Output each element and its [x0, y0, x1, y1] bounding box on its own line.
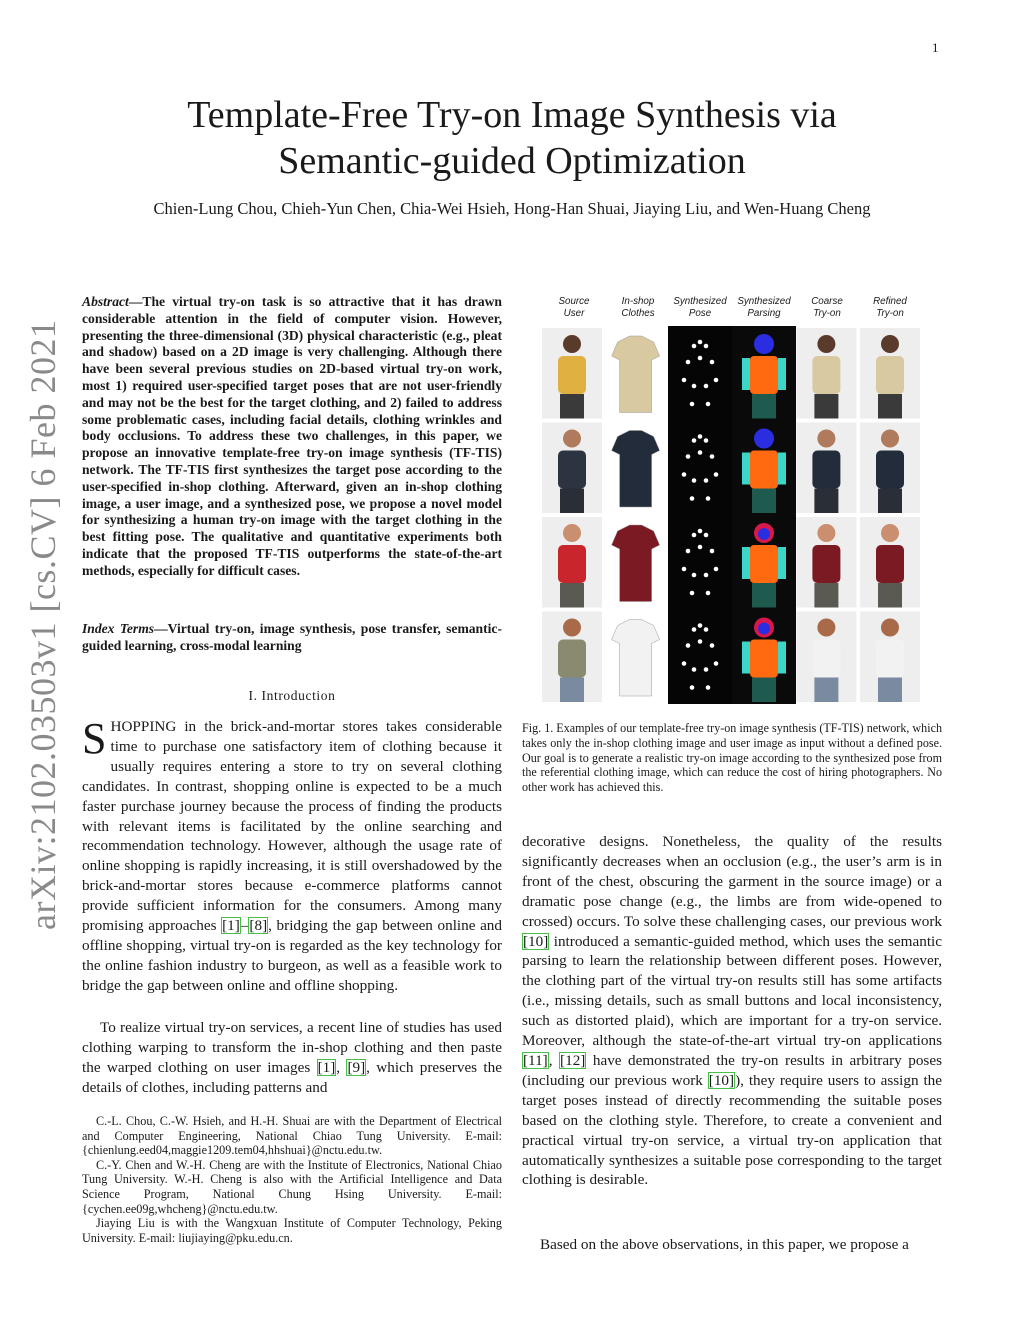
parsing-arm	[778, 358, 786, 390]
intro-text: , which preserves the details of clothes, including patterns and	[82, 1058, 502, 1096]
person-shirt	[558, 640, 586, 678]
citation-separator: ,	[548, 1051, 560, 1069]
pose-keypoint	[690, 591, 695, 596]
person-shirt	[558, 451, 586, 489]
author-list: Chien-Lung Chou, Chieh-Yun Chen, Chia-Wei Hsieh, Hong-Han Shuai, Jiaying Liu, and Wen-Huang Cheng	[153, 199, 871, 218]
pose-keypoint	[692, 667, 697, 672]
pose-keypoint	[706, 591, 711, 596]
intro-paragraph-2	[82, 1018, 502, 1098]
pose-keypoint	[710, 454, 715, 459]
abstract-label: Abstract	[82, 294, 129, 309]
pose-keypoint	[690, 496, 695, 501]
pose-keypoint	[698, 434, 703, 439]
index-terms-text: —Virtual try-on, image synthesis, pose transfer, semantic-guided learning, cross-modal learning	[82, 621, 502, 653]
pose-keypoint	[710, 643, 715, 648]
pose-keypoint	[686, 549, 691, 554]
footnote: C.-L. Chou, C.-W. Hsieh, and H.-H. Shuai are with the Department of Electrical and Computer Engineering, National Chiao Tung University. E-mail: {chienlung.eed04,maggie1209.tem04,hhshuai}@nctu.edu.tw.	[82, 1114, 502, 1158]
person-head	[563, 430, 581, 448]
person-shirt	[558, 356, 586, 394]
title-line-1: Template-Free Try-on Image Synthesis via	[187, 94, 837, 136]
pose-keypoint	[692, 627, 697, 632]
person-pants	[878, 489, 902, 514]
body-text: decorative designs. Nonetheless, the quality of the results significantly decreases when an occlusion (e.g., the user’s arm is in front of the chest, obscuring the garment in the source image) or a dramatic pose change (e.g., the limbs are from wide-opened to crossed) occurs. To solve these challenging cases, our previous work	[522, 833, 942, 930]
pose-keypoint	[682, 661, 687, 666]
intro-paragraph-1	[82, 714, 502, 996]
label-coarse-tryon: Coarse Try-on	[811, 296, 843, 319]
person-head	[881, 619, 899, 637]
person-head	[817, 335, 835, 353]
person-pants	[814, 489, 838, 514]
person-head	[817, 430, 835, 448]
pose-keypoint	[690, 402, 695, 407]
intro-text: , bridging the gap between online and offline shopping, virtual try-on is regarded as the key technology for the online fashion industry to burgeon, as well as a feasible work to bridge the gap between online and offline shopping.	[82, 917, 502, 994]
pose-keypoint	[682, 567, 687, 572]
person-head	[563, 524, 581, 542]
pose-keypoint	[714, 661, 719, 666]
right-paragraph-2: Based on the above observations, in this paper, we propose a	[540, 1236, 909, 1253]
person-shirt	[812, 356, 840, 394]
body-text: introduced a semantic-guided method, which uses the semantic parsing to learn the relationship between different poses. However, the clothing part of the virtual try-on results still has some artifacts (i.e., missing details, such as small buttons and local inconsistency, such as distorted plaid), which are important for a try-on service. Moreover, although the state-of-the-art virtual try-on applications	[522, 932, 942, 1050]
citation-link[interactable]: [9]	[347, 1058, 366, 1076]
pose-keypoint	[698, 450, 703, 455]
person-head	[881, 430, 899, 448]
pose-keypoint	[698, 545, 703, 550]
label-inshop-clothes: In-shop Clothes	[621, 296, 655, 319]
intro-text: HOPPING in the brick-and-mortar stores takes considerable time to purchase one satisfactory item of clothing because it usually requires entering a store to try on several clothing candidates. In contrast, shopping online is expected to be a much faster purchase journey because the process of finding the products with relevant items is facilitated by the online searching and recommendation technology. However, although the usage rate of online shopping is rapidly increasing, it is still overshadowed by the brick-and-mortar stores because e-commerce platforms cannot provide sufficient information for the consumers. Among many promising approaches	[82, 718, 502, 935]
parsing-arm	[742, 358, 750, 390]
citation-link[interactable]: [12]	[560, 1051, 586, 1069]
citation-dash: –	[240, 917, 249, 935]
person-head	[817, 619, 835, 637]
abstract-text: —The virtual try-on task is so attractive that it has drawn considerable attention in the field of computer vision. However, presenting the three-dimensional (3D) physical characteristic (e.g., pleat and shadow) based on a 2D image is very challenging. Although there have been several previous studies on 2D-based virtual try-on work, most 1) required user-specified target poses that are not user-friendly and may not be the best for the target clothing, and 2) failed to address some problematic cases, including facial details, clothing wrinkles and body occlusions. To address these two challenges, in this paper, we propose an innovative template-free try-on image synthesis (TF-TIS) network. The TF-TIS first synthesizes the target pose according to the user-specified in-shop clothing. Afterward, given an in-shop clothing image, a user image, and a synthesized pose, we propose a novel model for synthesizing a human try-on image with the target clothing in the best fitting pose. The qualitative and quantitative experiments both indicate that the proposed TF-TIS outperforms the state-of-the-art methods, especially for difficult cases.	[82, 294, 502, 578]
person-shirt	[812, 640, 840, 678]
pose-keypoint	[692, 384, 697, 389]
parsing-arm	[742, 453, 750, 485]
person-pants	[878, 583, 902, 608]
parsing-pants	[752, 678, 776, 703]
pose-keypoint	[704, 533, 709, 538]
person-pants	[560, 583, 584, 608]
person-head	[817, 524, 835, 542]
pose-keypoint	[704, 627, 709, 632]
pose-keypoint	[692, 573, 697, 578]
pose-keypoint	[692, 533, 697, 538]
person-shirt	[812, 545, 840, 583]
parsing-arm	[742, 642, 750, 674]
parsing-arm	[742, 547, 750, 579]
paper-title	[100, 92, 924, 184]
person-pants	[878, 394, 902, 419]
right-paragraph-1	[522, 832, 942, 1190]
pose-keypoint	[714, 472, 719, 477]
parsing-face	[758, 528, 770, 540]
citation-separator: ,	[336, 1058, 347, 1076]
title-line-2: Semantic-guided Optimization	[278, 140, 746, 182]
person-shirt	[812, 451, 840, 489]
parsing-cloth	[750, 640, 778, 678]
page-number: 1	[932, 40, 939, 55]
arxiv-identifier: arXiv:2102.03503v1 [cs.CV] 6 Feb 2021	[23, 319, 63, 930]
person-shirt	[876, 545, 904, 583]
label-synth-pose: Synthesized Pose	[673, 296, 727, 319]
pose-keypoint	[704, 344, 709, 349]
parsing-arm	[778, 547, 786, 579]
pose-keypoint	[706, 496, 711, 501]
parsing-cloth	[750, 451, 778, 489]
figure-image-grid	[540, 326, 922, 704]
parsing-face	[758, 434, 770, 446]
person-head	[563, 619, 581, 637]
section-heading: I. Introduction	[248, 688, 336, 703]
pose-keypoint	[710, 360, 715, 365]
pose-column-bg	[668, 326, 732, 704]
pose-keypoint	[704, 667, 709, 672]
footnote: Jiaying Liu is with the Wangxuan Institute of Computer Technology, Peking University. E-mail: liujiaying@pku.edu.cn.	[82, 1216, 502, 1245]
author-footnotes	[82, 1114, 502, 1245]
footnote: C.-Y. Chen and W.-H. Cheng are with the Institute of Electronics, National Chiao Tung University. W.-H. Cheng is also with the Artificial Intelligence and Data Science Program, National Chung Hsing University. E-mail: {cychen.ee09g,whcheng}@nctu.edu.tw.	[82, 1157, 502, 1216]
figure-caption: Fig. 1. Examples of our template-free try-on image synthesis (TF-TIS) network, which takes only the in-shop clothing image and user image as input without a defined pose. Our goal is to generate a realistic try-on image according to the synthesized pose from the referential clothing image, which can reduce the cost of hiring photographers. No other work has achieved this.	[522, 721, 942, 795]
index-terms-label: Index Terms	[82, 621, 155, 636]
pose-keypoint	[706, 402, 711, 407]
label-synth-parsing: Synthesized Parsing	[737, 296, 791, 319]
parsing-pants	[752, 394, 776, 419]
intro-text: To realize virtual try-on services, a recent line of studies has used clothing warping to transform the in-shop clothing and then paste the warped clothing on user images	[82, 1019, 502, 1076]
pose-keypoint	[698, 340, 703, 345]
pose-keypoint	[714, 378, 719, 383]
parsing-arm	[778, 453, 786, 485]
person-pants	[878, 678, 902, 703]
body-text: have demonstrated the try-on results in arbitrary poses (including our previous work	[522, 1051, 942, 1089]
pose-keypoint	[698, 356, 703, 361]
abstract	[82, 294, 502, 580]
parsing-pants	[752, 489, 776, 514]
index-terms	[82, 621, 502, 655]
person-shirt	[558, 545, 586, 583]
pose-keypoint	[692, 478, 697, 483]
label-refined-tryon: Refined Try-on	[873, 296, 907, 319]
parsing-cloth	[750, 545, 778, 583]
citation-link[interactable]: [10]	[708, 1071, 735, 1089]
pose-keypoint	[704, 573, 709, 578]
pose-keypoint	[704, 384, 709, 389]
pose-keypoint	[710, 549, 715, 554]
person-head	[881, 335, 899, 353]
person-pants	[814, 394, 838, 419]
pose-keypoint	[690, 685, 695, 690]
parsing-arm	[778, 642, 786, 674]
pose-keypoint	[686, 360, 691, 365]
pose-keypoint	[686, 643, 691, 648]
pose-keypoint	[706, 685, 711, 690]
label-source-user: Source User	[558, 296, 590, 319]
parsing-pants	[752, 583, 776, 608]
citation-link[interactable]: [11]	[523, 1051, 548, 1069]
parsing-face	[758, 623, 770, 635]
citation-link[interactable]: [1]	[222, 917, 240, 935]
person-shirt	[876, 356, 904, 394]
pose-keypoint	[704, 478, 709, 483]
citation-link[interactable]: [10]	[523, 932, 549, 950]
person-pants	[814, 583, 838, 608]
person-head	[563, 335, 581, 353]
figure-column-labels	[540, 296, 940, 322]
person-shirt	[876, 451, 904, 489]
try-on-examples-figure	[540, 326, 922, 704]
parsing-cloth	[750, 356, 778, 394]
pose-keypoint	[714, 567, 719, 572]
person-pants	[814, 678, 838, 703]
pose-keypoint	[686, 454, 691, 459]
person-pants	[560, 394, 584, 419]
body-text: ), they require users to assign the target poses instead of directly recommending the suitable poses based on the clothing style. Therefore, to create a convenient and practical virtual try-on service, a virtual try-on application that automatically synthesizes a suitable pose corresponding to the target clothing is desirable.	[522, 1071, 942, 1189]
person-pants	[560, 678, 584, 703]
citation-link[interactable]: [1]	[317, 1058, 336, 1076]
citation-link[interactable]: [8]	[249, 917, 268, 935]
person-pants	[560, 489, 584, 514]
pose-keypoint	[682, 472, 687, 477]
pose-keypoint	[682, 378, 687, 383]
pose-keypoint	[692, 438, 697, 443]
person-shirt	[876, 640, 904, 678]
pose-keypoint	[692, 344, 697, 349]
parsing-face	[758, 339, 770, 351]
pose-keypoint	[698, 529, 703, 534]
person-head	[881, 524, 899, 542]
pose-keypoint	[704, 438, 709, 443]
drop-cap: S	[82, 714, 107, 763]
pose-keypoint	[698, 639, 703, 644]
pose-keypoint	[698, 623, 703, 628]
